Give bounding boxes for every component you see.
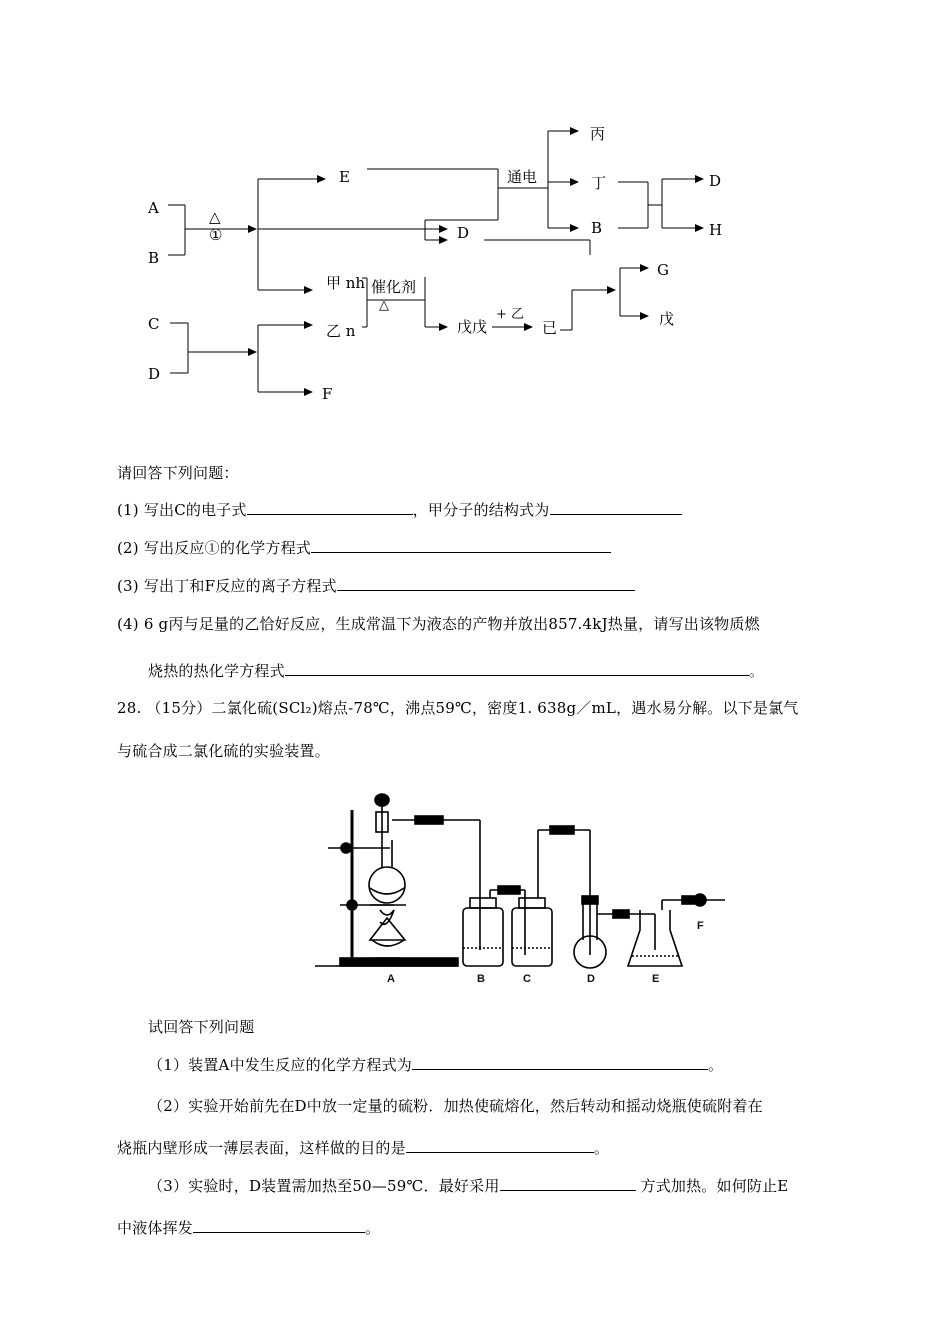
condition-catalyst: 催化剂 [371,278,417,296]
q28-3-end: 。 [365,1219,381,1237]
apparatus-label-b: B [477,973,485,985]
q27-item-1 [117,500,682,520]
q28-3-text-a: （3）实验时，D装置需加热至50—59℃．最好采用 [148,1177,500,1195]
apparatus-label-c: C [523,973,531,985]
node-wu: 戊戊 [457,318,488,336]
q28-item-2-line1: （2）实验开始前先在D中放一定量的硫粉．加热使硫熔化，然后转动和摇动烧瓶使硫附着在 [148,1097,763,1115]
q28-1-text: （1）装置A中发生反应的化学方程式为 [148,1056,412,1074]
q28-item-2-line2 [117,1138,609,1158]
answer-blank-ionic-equation[interactable] [337,576,635,591]
q28-3-text-b: 方式加热。如何防止E [635,1177,789,1195]
q28-stem-line2: 与硫合成二氯化硫的实验装置。 [117,742,330,760]
node-a: A [148,199,159,217]
q28-item-3-line1 [148,1176,788,1196]
q28-2-text: 烧瓶内壁形成一薄层表面，这样做的目的是 [117,1139,406,1157]
node-jia: 甲 nh [326,274,366,292]
node-c: C [148,315,160,333]
reagent-plus-yi: + 乙 [496,307,525,322]
apparatus-label-a: A [387,973,395,985]
answer-blank-apparatus-a-equation[interactable] [412,1055,708,1070]
q27-item-4-line1: (4) 6 g丙与足量的乙恰好反应，生成常温下为液态的产物并放出857.4kJ热量，请写出该物质燃 [117,615,760,633]
node-f: F [322,385,333,403]
node-d-left: D [148,365,161,383]
q28-stem-line1: 28. （15分）二氯化硫(SCl₂)熔点-78℃，沸点59℃，密度1. 638g／mL，遇水易分解。以下是氯气 [117,699,799,717]
q28-2-end: 。 [593,1139,610,1157]
node-d-mid: D [457,224,470,242]
experiment-apparatus-figure [310,790,730,990]
node-d-right: D [709,172,722,190]
q28-sub-intro: 试回答下列问题 [148,1018,255,1036]
node-h: H [709,221,723,239]
answer-blank-structural-formula[interactable] [550,500,682,515]
node-wu-right: 戊 [659,310,675,328]
apparatus-label-d: D [587,973,595,985]
answer-blank-heating-method[interactable] [500,1176,636,1191]
node-bing: 丙 [590,125,606,143]
q27-item-3 [117,576,635,596]
q27-item-4-line2 [148,661,764,681]
q28-3-text-c: 中液体挥发 [117,1219,194,1237]
q28-1-end: 。 [707,1056,724,1074]
q27-2-text: (2) 写出反应①的化学方程式 [117,539,312,557]
answer-blank-thermo-equation[interactable] [285,661,749,676]
condition-heat-2: △ [379,298,389,313]
q27-intro: 请回答下列问题： [117,464,239,482]
node-e: E [339,168,350,186]
node-b: B [148,249,160,267]
q27-item-2 [117,538,611,558]
q28-item-3-line2 [117,1218,380,1238]
condition-heat-1: △ [209,208,221,226]
q27-1-text-b: ，甲分子的结构式为 [412,501,550,519]
node-b-right: B [591,219,603,237]
q27-4-text: 烧热的热化学方程式 [148,662,285,680]
condition-electrolysis: 通电 [507,168,538,186]
answer-blank-purpose[interactable] [406,1138,594,1153]
q27-3-text: (3) 写出丁和F反应的离子方程式 [117,577,337,595]
q27-4-end: 。 [748,662,765,680]
answer-blank-prevent-volatilization[interactable] [193,1218,365,1233]
answer-blank-electron-formula[interactable] [247,500,413,515]
q27-1-text-a: (1) 写出C的电子式 [117,501,247,519]
reaction-number-1: ① [209,226,223,244]
apparatus-label-e: E [652,973,660,985]
reaction-flowchart [0,0,950,420]
node-g: G [657,261,669,279]
node-ding: 丁 [591,174,607,192]
apparatus-label-f: F [697,920,704,932]
node-ji: 已 [542,319,558,337]
answer-blank-equation-1[interactable] [311,538,611,553]
node-yi: 乙 n [326,322,356,340]
q28-item-1 [148,1055,723,1075]
